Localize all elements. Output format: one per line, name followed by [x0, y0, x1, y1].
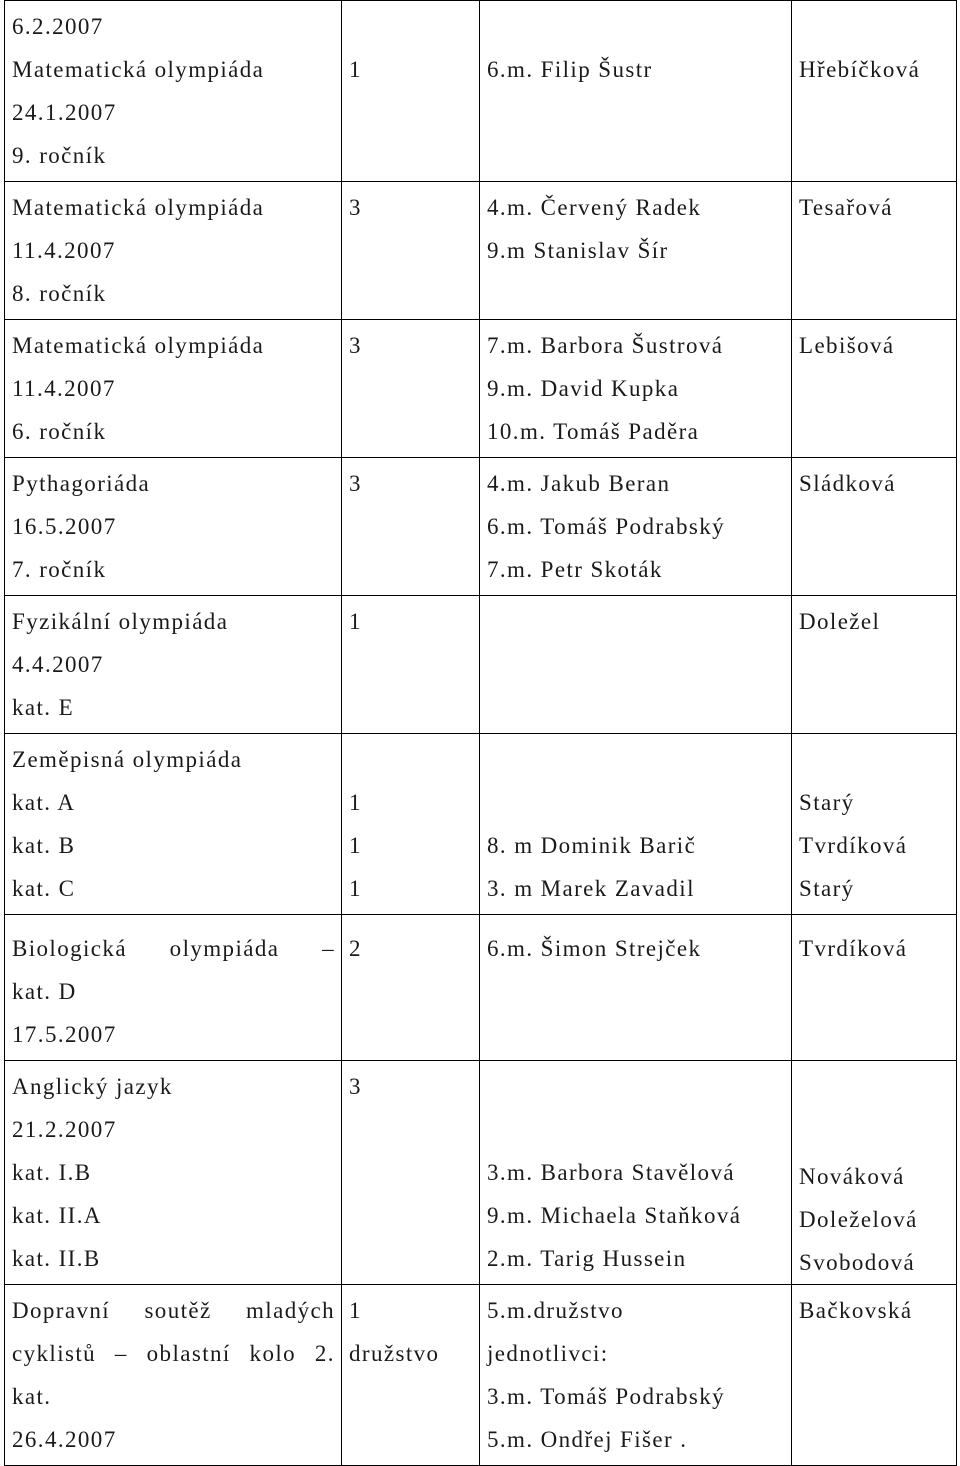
cell-line: 3. m Marek Zavadil	[487, 876, 695, 901]
winners-cell	[480, 320, 792, 458]
teacher-cell	[792, 320, 957, 458]
cell-line: 6.m. Tomáš Podrabský	[487, 514, 726, 539]
cell-line: 7.m. Petr Skoták	[487, 557, 663, 582]
cell-line: kat. E	[12, 695, 75, 720]
competition-results-table	[4, 0, 957, 1466]
cell-line: 11.4.2007	[12, 376, 116, 401]
cell-line: 9.m. Michaela Staňková	[487, 1203, 742, 1228]
winners-cell	[480, 596, 792, 734]
cell-line: 9.m Stanislav Šír	[487, 238, 669, 263]
cell-line-empty	[487, 781, 785, 824]
cell-line-justified	[12, 1332, 335, 1375]
cell-line: Starý	[799, 876, 855, 901]
table-row	[5, 1285, 957, 1466]
word: –	[322, 936, 335, 961]
table-row	[5, 458, 957, 596]
count-cell	[342, 458, 480, 596]
cell-line: Svobodová	[799, 1250, 916, 1275]
competition-cell	[5, 1, 342, 182]
cell-line: 4.m. Jakub Beran	[487, 471, 671, 496]
cell-line: kat. D	[12, 979, 77, 1004]
table-row	[5, 320, 957, 458]
word: oblastní	[146, 1341, 231, 1366]
cell-line: 3	[349, 333, 362, 358]
cell-line: 5.m. Ondřej Fišer .	[487, 1427, 688, 1452]
competition-cell	[5, 1285, 342, 1466]
cell-line: 2	[349, 936, 362, 961]
cell-line: Nováková	[799, 1164, 905, 1189]
count-cell	[342, 915, 480, 1061]
word: Biologická	[12, 936, 127, 961]
cell-line: Tvrdíková	[799, 936, 908, 961]
teacher-cell	[792, 458, 957, 596]
cell-line: Tvrdíková	[799, 833, 908, 858]
winners-cell	[480, 1, 792, 182]
count-cell	[342, 596, 480, 734]
cell-line: Tesařová	[799, 195, 893, 220]
teacher-cell	[792, 1061, 957, 1285]
cell-line: Hřebíčková	[799, 57, 921, 82]
word: 2.	[314, 1341, 335, 1366]
cell-line: 7. ročník	[12, 557, 107, 582]
cell-line: Matematická olympiáda	[12, 57, 265, 82]
cell-line: 3.m. Tomáš Podrabský	[487, 1384, 726, 1409]
cell-line: 4.4.2007	[12, 652, 104, 677]
cell-line-justified	[12, 927, 335, 970]
table-row	[5, 182, 957, 320]
table-row	[5, 1061, 957, 1285]
word: cyklistů	[12, 1341, 97, 1366]
cell-line: 10.m. Tomáš Paděra	[487, 419, 700, 444]
cell-line: 6.2.2007	[12, 14, 104, 39]
cell-line-empty	[487, 1108, 785, 1151]
count-cell	[342, 1061, 480, 1285]
cell-line: kat.	[12, 1384, 52, 1409]
count-cell	[342, 320, 480, 458]
cell-line-justified	[12, 1289, 335, 1332]
word: olympiáda	[169, 936, 280, 961]
cell-line: Zeměpisná olympiáda	[12, 747, 243, 772]
word: –	[114, 1341, 128, 1366]
cell-line: 1	[349, 1298, 362, 1323]
table-row	[5, 596, 957, 734]
cell-line-empty	[799, 5, 950, 48]
cell-line-empty	[799, 1065, 950, 1108]
cell-line: Sládková	[799, 471, 896, 496]
table-row	[5, 734, 957, 915]
cell-line-empty	[487, 5, 785, 48]
cell-line: Pythagoriáda	[12, 471, 151, 496]
cell-line: jednotlivci:	[487, 1341, 609, 1366]
cell-line: 6.m. Filip Šustr	[487, 57, 653, 82]
cell-line: kat. II.B	[12, 1246, 101, 1271]
cell-line: Doležel	[799, 609, 881, 634]
word: mladých	[246, 1298, 335, 1323]
cell-line-empty	[799, 1108, 950, 1151]
cell-line: 8. ročník	[12, 281, 107, 306]
competition-cell	[5, 458, 342, 596]
cell-line: Anglický jazyk	[12, 1074, 173, 1099]
count-cell	[342, 182, 480, 320]
cell-line: družstvo	[349, 1341, 440, 1366]
cell-line: 1	[349, 609, 362, 634]
cell-line: 4.m. Červený Radek	[487, 195, 702, 220]
competition-cell	[5, 1061, 342, 1285]
competition-cell	[5, 915, 342, 1061]
cell-line: 26.4.2007	[12, 1427, 117, 1452]
winners-cell	[480, 458, 792, 596]
cell-line: 9. ročník	[12, 143, 107, 168]
table-row	[5, 1, 957, 182]
cell-line: Matematická olympiáda	[12, 333, 265, 358]
teacher-cell	[792, 734, 957, 915]
count-cell	[342, 1285, 480, 1466]
cell-line: Lebišová	[799, 333, 895, 358]
cell-line: 1	[349, 876, 362, 901]
cell-line-empty	[349, 738, 473, 781]
count-cell	[342, 734, 480, 915]
cell-line: 7.m. Barbora Šustrová	[487, 333, 724, 358]
winners-cell	[480, 734, 792, 915]
cell-line: Matematická olympiáda	[12, 195, 265, 220]
cell-line: 3	[349, 471, 362, 496]
teacher-cell	[792, 1, 957, 182]
cell-line: 6.m. Šimon Strejček	[487, 936, 702, 961]
cell-line: 6. ročník	[12, 419, 107, 444]
cell-line: 16.5.2007	[12, 514, 117, 539]
table-row	[5, 915, 957, 1061]
teacher-cell	[792, 182, 957, 320]
cell-line: 1	[349, 790, 362, 815]
cell-line: Fyzikální olympiáda	[12, 609, 229, 634]
cell-line: 21.2.2007	[12, 1117, 117, 1142]
winners-cell	[480, 182, 792, 320]
cell-line-empty	[799, 738, 950, 781]
winners-cell	[480, 915, 792, 1061]
teacher-cell	[792, 915, 957, 1061]
cell-line: kat. C	[12, 876, 76, 901]
cell-line-empty	[349, 5, 473, 48]
cell-line: kat. B	[12, 833, 76, 858]
cell-line: 2.m. Tarig Hussein	[487, 1246, 687, 1271]
competition-cell	[5, 320, 342, 458]
cell-line: 1	[349, 57, 362, 82]
word: soutěž	[144, 1298, 212, 1323]
teacher-cell	[792, 1285, 957, 1466]
cell-line: kat. A	[12, 790, 76, 815]
competition-cell	[5, 734, 342, 915]
cell-line: kat. I.B	[12, 1160, 92, 1185]
teacher-cell	[792, 596, 957, 734]
cell-line-empty	[487, 738, 785, 781]
cell-line: 1	[349, 833, 362, 858]
cell-line: 8. m Dominik Barič	[487, 833, 697, 858]
competition-cell	[5, 182, 342, 320]
competition-cell	[5, 596, 342, 734]
cell-line: 3.m. Barbora Stavělová	[487, 1160, 735, 1185]
cell-line: Starý	[799, 790, 855, 815]
word: Dopravní	[12, 1298, 111, 1323]
cell-line: 9.m. David Kupka	[487, 376, 680, 401]
word: kolo	[249, 1341, 297, 1366]
cell-line: Bačkovská	[799, 1298, 913, 1323]
cell-line-empty	[487, 1065, 785, 1108]
cell-line: 17.5.2007	[12, 1022, 117, 1047]
cell-line: 3	[349, 195, 362, 220]
cell-line: 24.1.2007	[12, 100, 117, 125]
cell-line: 11.4.2007	[12, 238, 116, 263]
winners-cell	[480, 1061, 792, 1285]
cell-line: kat. II.A	[12, 1203, 102, 1228]
cell-line: 3	[349, 1074, 362, 1099]
cell-line: 5.m.družstvo	[487, 1298, 624, 1323]
count-cell	[342, 1, 480, 182]
cell-line: Doleželová	[799, 1207, 918, 1232]
winners-cell	[480, 1285, 792, 1466]
